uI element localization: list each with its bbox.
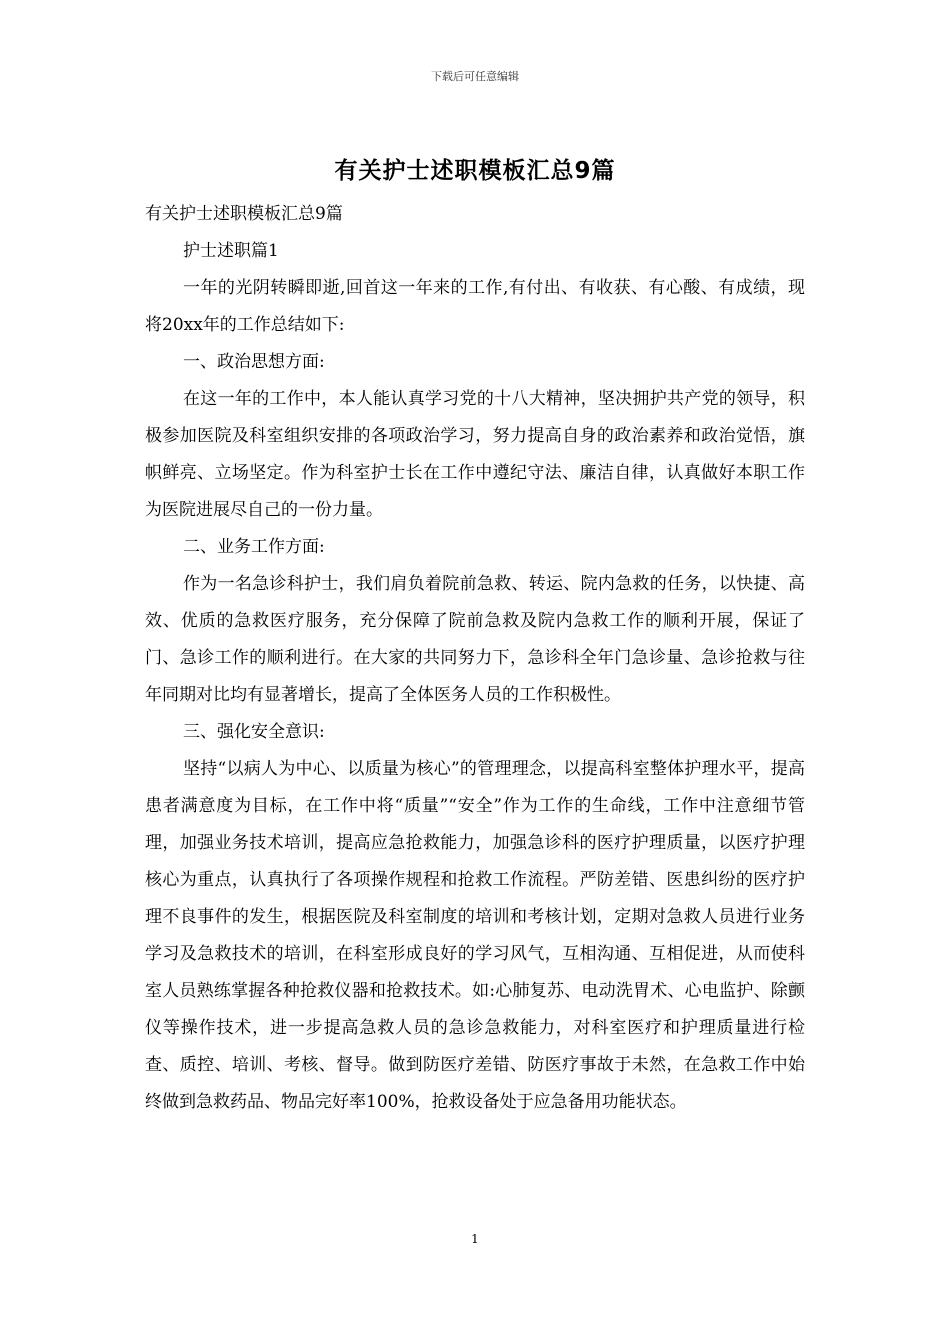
document-title: 有关护士述职模板汇总9篇 bbox=[334, 158, 616, 184]
paragraph: 一年的光阴转瞬即逝,回首这一年来的工作,有付出、有收获、有心酸、有成绩，现将20xx年的工作总结如下: bbox=[145, 278, 805, 335]
header-note: 下载后可任意编辑 bbox=[431, 70, 519, 83]
paragraph: 作为一名急诊科护士，我们肩负着院前急救、转运、院内急救的任务，以快捷、高效、优质的急救医疗服务，充分保障了院前急救及院内急救工作的顺利开展，保证了门、急诊工作的顺利进行。在大家的共同努力下，急诊科全年门急诊量、急诊抢救与往年同期对比均有显著增长，提高了全体医务人员的工作积极性。 bbox=[145, 574, 805, 705]
paragraph: 坚持“以病人为中心、以质量为核心”的管理理念，以提高科室整体护理水平，提高患者满意度为目标，在工作中将“质量”“安全”作为工作的生命线，工作中注意细节管理，加强业务技术培训，提高应急抢救能力，加强急诊科的医疗护理质量，以医疗护理核心为重点，认真执行了各项操作规程和抢救工作流程。严防差错、医患纠纷的医疗护理不良事件的发生，根据医院及科室制度的培训和考核计划，定期对急救人员进行业务学习及急救技术的培训，在科室形成良好的学习风气，互相沟通、互相促进，从而使科室人员熟练掌握各种抢救仪器和抢救技术。如:心肺复苏、电动洗胃术、心电监护、除颤仪等操作技术，进一步提高急救人员的急诊急救能力，对科室医疗和护理质量进行检查、质控、培训、考核、督导。做到防医疗差错、防医疗事故于未然，在急救工作中始终做到急救药品、物品完好率100%，抢救设备处于应急备用功能状态。 bbox=[145, 759, 805, 1112]
paragraph-section-heading: 护士述职篇1 bbox=[183, 241, 279, 261]
paragraph-heading: 三、强化安全意识: bbox=[183, 722, 325, 742]
paragraph-subtitle: 有关护士述职模板汇总9篇 bbox=[145, 204, 343, 224]
paragraph-heading: 一、政治思想方面: bbox=[183, 352, 325, 372]
paragraph: 在这一年的工作中，本人能认真学习党的十八大精神，坚决拥护共产党的领导，积极参加医院及科室组织安排的各项政治学习，努力提高自身的政治素养和政治觉悟，旗帜鲜亮、立场坚定。作为科室护士长在工作中遵纪守法、廉洁自律，认真做好本职工作为医院进展尽自己的一份力量。 bbox=[145, 389, 805, 520]
page-number: 1 bbox=[471, 1232, 479, 1246]
document-body bbox=[145, 196, 805, 1121]
paragraph-heading: 二、业务工作方面: bbox=[183, 537, 325, 557]
